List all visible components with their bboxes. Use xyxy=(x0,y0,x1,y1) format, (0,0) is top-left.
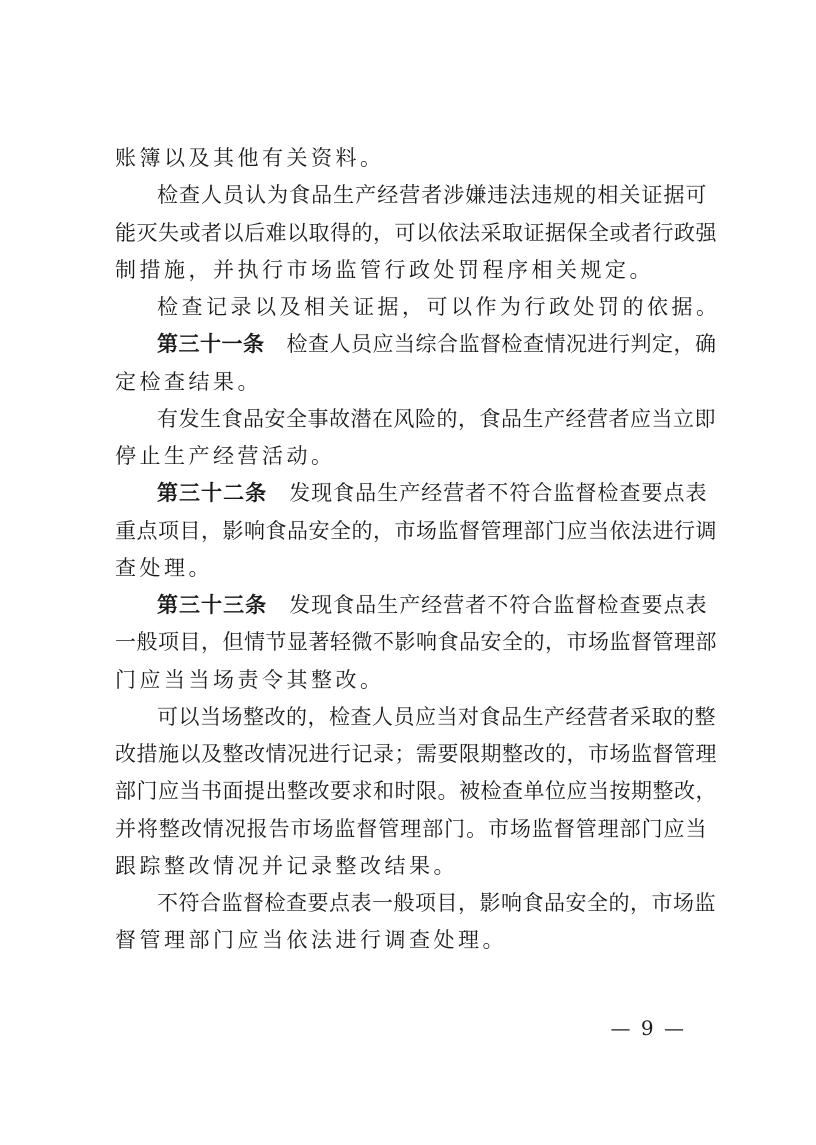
text-line: 部门应当书面提出整改要求和时限。被检查单位应当按期整改， xyxy=(115,779,717,804)
page-number: — 9 — xyxy=(610,1016,686,1040)
body-text xyxy=(115,140,721,960)
text-line: 不符合监督检查要点表一般项目，影响食品安全的，市场监 xyxy=(157,891,716,915)
text-line: 制措施，并执行市场监管行政处罚程序相关规定。 xyxy=(115,257,654,282)
article-heading: 第三十三条 xyxy=(157,593,268,617)
text-line: 查处理。 xyxy=(115,555,213,580)
text-line: 定检查结果。 xyxy=(115,369,262,394)
text-line: 改措施以及整改情况进行记录；需要限期整改的，市场监督管理 xyxy=(115,742,717,766)
article-32-line xyxy=(115,475,707,512)
article-heading: 第三十一条 xyxy=(157,332,265,357)
text-segment: 发现食品生产经营者不符合监督检查要点表 xyxy=(289,593,707,617)
text-line: 重点项目，影响食品安全的，市场监督管理部门应当依法进行调 xyxy=(115,518,717,543)
text-line: 并将整改情况报告市场监督管理部门。市场监督管理部门应当 xyxy=(115,816,707,841)
text-line: 账簿以及其他有关资料。 xyxy=(115,146,385,170)
text-line: 督管理部门应当依法进行调查处理。 xyxy=(115,928,507,953)
text-line: 停止生产经营活动。 xyxy=(115,444,336,468)
text-line: 有发生食品安全事故潜在风险的，食品生产经营者应当立即 xyxy=(157,406,716,431)
text-line: 跟踪整改情况并记录整改结果。 xyxy=(115,853,458,878)
text-line: 门应当当场责令其整改。 xyxy=(115,667,385,692)
text-line: 检查人员认为食品生产经营者涉嫌违法违规的相关证据可 xyxy=(157,183,707,208)
article-33-line xyxy=(115,587,707,624)
text-line: 检查记录以及相关证据，可以作为行政处罚的依据。 xyxy=(157,295,721,319)
article-31-line xyxy=(115,326,717,363)
text-line: 可以当场整改的，检查人员应当对食品生产经营者采取的整 xyxy=(157,704,716,729)
text-line: 一般项目，但情节显著轻微不影响食品安全的，市场监督管理部 xyxy=(115,630,717,655)
text-line: 能灭失或者以后难以取得的，可以依法采取证据保全或者行政强 xyxy=(115,220,717,245)
article-heading: 第三十二条 xyxy=(157,481,268,506)
text-segment: 发现食品生产经营者不符合监督检查要点表 xyxy=(289,481,707,506)
text-segment: 检查人员应当综合监督检查情况进行判定，确 xyxy=(286,332,717,357)
